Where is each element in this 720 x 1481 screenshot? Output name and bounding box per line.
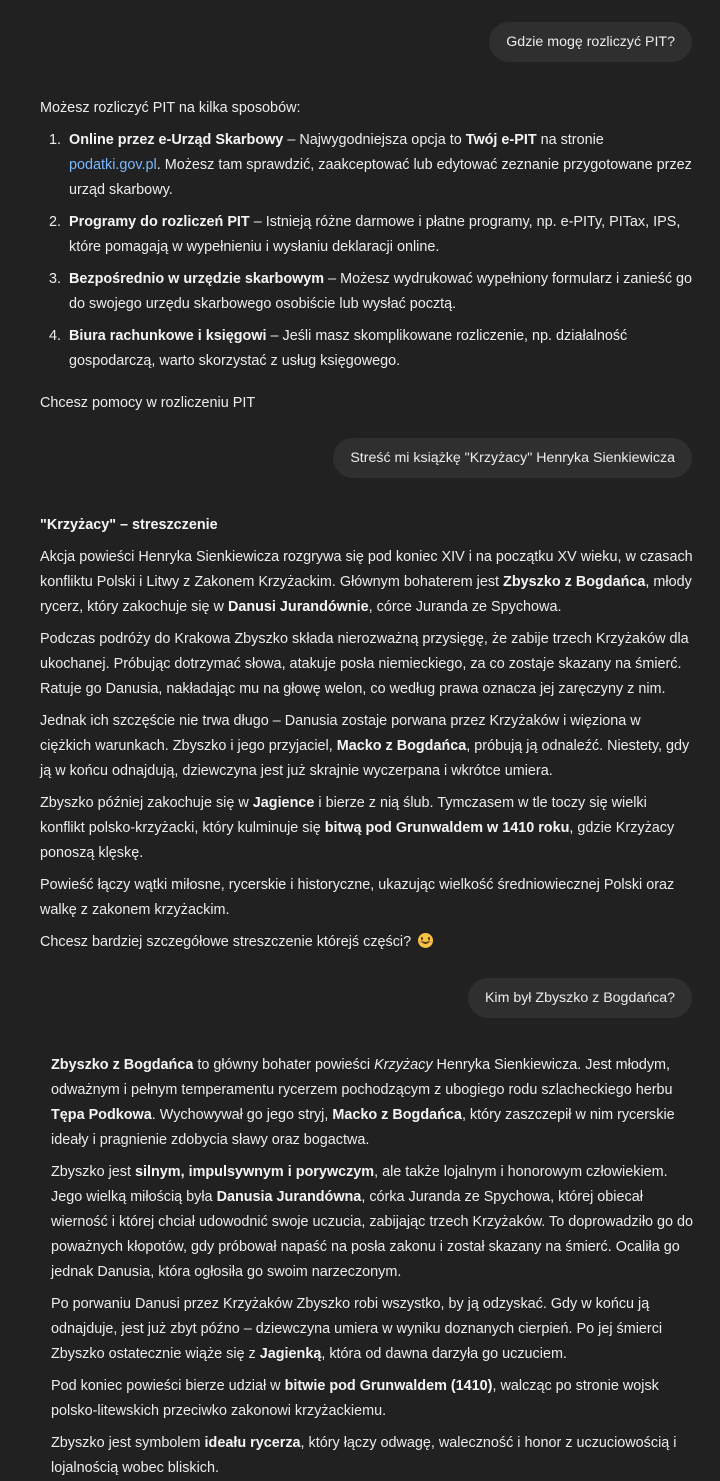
paragraph: [40, 545, 695, 620]
smiling-face-icon: [418, 933, 433, 948]
user-message: [468, 978, 692, 1018]
list-number: 4.: [49, 328, 62, 344]
paragraph: [51, 1160, 699, 1285]
bold-text: Macko z Bogdańca: [332, 1107, 462, 1123]
text: Zbyszko jest: [51, 1164, 135, 1180]
text: Zbyszko jest symbolem: [51, 1435, 205, 1451]
list-item-title: Programy do rozliczeń PIT: [69, 214, 250, 230]
bold-text: Tępa Podkowa: [51, 1107, 152, 1123]
list-item-text: – Istnieją różne darmowe i płatne programy, np. e-PITy, PITax, IPS, które pomagają w wypełnieniu i wysłaniu deklaracji online.: [69, 214, 681, 255]
text: , próbują ją odnaleźć. Niestety, gdy ją w końcu odnajdują, dziewczyna jest już skrajnie wyczerpana i wkrótce umiera.: [40, 738, 690, 779]
list-item-title: Bezpośrednio w urzędzie skarbowym: [69, 271, 325, 287]
user-message-text: Streść mi książkę "Krzyżacy" Henryka Sienkiewicza: [350, 450, 675, 466]
paragraph: [40, 709, 695, 784]
italic-text: Krzyżacy: [374, 1057, 433, 1073]
assistant-message: [51, 1053, 699, 1481]
list-number: 1.: [49, 132, 62, 148]
user-message-text: Gdzie mogę rozliczyć PIT?: [506, 34, 675, 50]
list-item: [40, 324, 695, 374]
list-number: 2.: [49, 214, 62, 230]
list-number: 3.: [49, 271, 62, 287]
podatki-link[interactable]: podatki.gov.pl: [69, 157, 157, 173]
text: , gdzie Krzyżacy ponoszą klęskę.: [40, 820, 675, 861]
bold-text: Jagience: [252, 795, 315, 811]
list-item-text: – Możesz wydrukować wypełniony formularz i zanieść go do swojego urzędu skarbowego osobiście lub wysłać pocztą.: [69, 271, 693, 312]
text: , który zaszczepił w nim rycerskie ideały i pragnienie zdobycia sławy oraz bogactwa.: [51, 1107, 675, 1148]
list-item-bold: Twój e-PIT: [465, 132, 537, 148]
response-intro: Możesz rozliczyć PIT na kilka sposobów:: [40, 100, 301, 116]
bold-text: Danusi Jurandównie: [227, 599, 369, 615]
list-item: [40, 210, 695, 260]
text: Chcesz bardziej szczegółowe streszczenie którejś części?: [40, 934, 412, 950]
text: , córce Juranda ze Spychowa.: [368, 599, 562, 615]
text: Po porwaniu Danusi przez Krzyżaków Zbyszko robi wszystko, by ją odzyskać. Gdy w końcu ją odnajduje, jest już zbyt późno – dziewczyna umiera w wyniku doznanych cierpień. Po jej śmierci Zbyszko ostatecznie wiąże się z: [51, 1296, 663, 1362]
user-message: [489, 22, 692, 62]
text: Pod koniec powieści bierze udział w: [51, 1378, 285, 1394]
list-item: [40, 128, 695, 203]
list-item-text: . Możesz tam sprawdzić, zaakceptować lub edytować zeznanie przygotowane przez urząd skarbowy.: [69, 157, 692, 198]
bold-text: bitwie pod Grunwaldem (1410): [284, 1378, 493, 1394]
assistant-message: [40, 96, 695, 416]
paragraph: [40, 930, 695, 955]
text: , który łączy odwagę, waleczność i honor z uczuciowością i lojalnością wobec bliskich.: [51, 1435, 677, 1476]
paragraph: Podczas podróży do Krakowa Zbyszko składa nierozważną przysięgę, że zabije trzech Krzyżaków dla ukochanej. Próbując dotrzymać słowa, atakuje posła niemieckiego, za co zostaje skazany na śmierć. Ratuje go Danusia, nakładając mu na głowę welon, co według prawa oznacza jej zaręczyny z nim.: [40, 631, 689, 697]
bold-text: silnym, impulsywnym i porywczym: [134, 1164, 375, 1180]
summary-title-text: "Krzyżacy" – streszczenie: [40, 517, 218, 533]
paragraph: [40, 791, 695, 866]
text: i bierze z nią ślub. Tymczasem w tle toczy się wielki konflikt polsko-krzyżacki, który kulminuje się: [40, 795, 647, 836]
bold-text: bitwą pod Grunwaldem w 1410 roku: [324, 820, 570, 836]
list-item-text: – Jeśli masz skomplikowane rozliczenie, np. działalność gospodarczą, warto skorzystać z usług księgowego.: [69, 328, 628, 369]
bold-text: Jagienką: [259, 1346, 322, 1362]
list-item-text: na stronie: [536, 132, 604, 148]
text: , młody rycerz, który zakochuje się w: [40, 574, 692, 615]
summary-title: [40, 513, 695, 538]
paragraph: [51, 1292, 699, 1367]
bold-text: ideału rycerza: [204, 1435, 301, 1451]
list-item: [40, 267, 695, 317]
user-message: [333, 438, 692, 478]
methods-list: [40, 128, 695, 374]
list-item-text: – Najwygodniejsza opcja to: [283, 132, 466, 148]
text: to główny bohater powieści: [193, 1057, 375, 1073]
list-item-title: Online przez e-Urząd Skarbowy: [69, 132, 284, 148]
text: , która od dawna darzyła go uczuciem.: [321, 1346, 567, 1362]
bold-text: Danusia Jurandówna: [216, 1189, 362, 1205]
bold-text: Zbyszko z Bogdańca: [51, 1057, 194, 1073]
text: , walcząc po stronie wojsk polsko-litewskich przeciwko zakonowi krzyżackiemu.: [51, 1378, 659, 1419]
text: Akcja powieści Henryka Sienkiewicza rozgrywa się pod koniec XIV i na początku XV wieku, w czasach konfliktu Polski i Litwy z Zakonem Krzyżackim. Głównym bohaterem jest: [40, 549, 693, 590]
text: Jednak ich szczęście nie trwa długo – Danusia zostaje porwana przez Krzyżaków i więziona w ciężkich warunkach. Zbyszko i jego przyjaciel,: [40, 713, 641, 754]
list-item-title: Biura rachunkowe i księgowi: [69, 328, 267, 344]
paragraph: [51, 1053, 699, 1153]
assistant-message: [40, 513, 695, 955]
paragraph: [51, 1374, 699, 1424]
bold-text: Zbyszko z Bogdańca: [503, 574, 646, 590]
text: , córka Juranda ze Spychowa, której obiecał wierność i której chciał udowodnić swoje uczucia, zabijając trzech Krzyżaków. To doprowadziło go do poważnych kłopotów, gdy próbował napaść na posła zakonu i został skazany na śmierć. Ocaliła go jednak Danusia, która ogłosiła go swoim narzeczonym.: [51, 1189, 694, 1280]
text: Zbyszko później zakochuje się w: [40, 795, 253, 811]
text: Henryka Sienkiewicza. Jest młodym, odważnym i pełnym temperamentu rycerzem pochodzącym z ubogiego rodu szlacheckiego herbu: [51, 1057, 673, 1098]
text: , ale także lojalnym i honorowym człowiekiem. Jego wielką miłością była: [51, 1164, 668, 1205]
response-outro: Chcesz pomocy w rozliczeniu PIT: [40, 395, 256, 411]
user-message-text: Kim był Zbyszko z Bogdańca?: [484, 990, 675, 1006]
text: . Wychowywał go jego stryj,: [151, 1107, 333, 1123]
paragraph: Powieść łączy wątki miłosne, rycerskie i historyczne, ukazując wielkość średniowiecznej Polski oraz walkę z zakonem krzyżackim.: [40, 877, 675, 918]
paragraph: [51, 1431, 699, 1481]
bold-text: Macko z Bogdańca: [336, 738, 467, 754]
